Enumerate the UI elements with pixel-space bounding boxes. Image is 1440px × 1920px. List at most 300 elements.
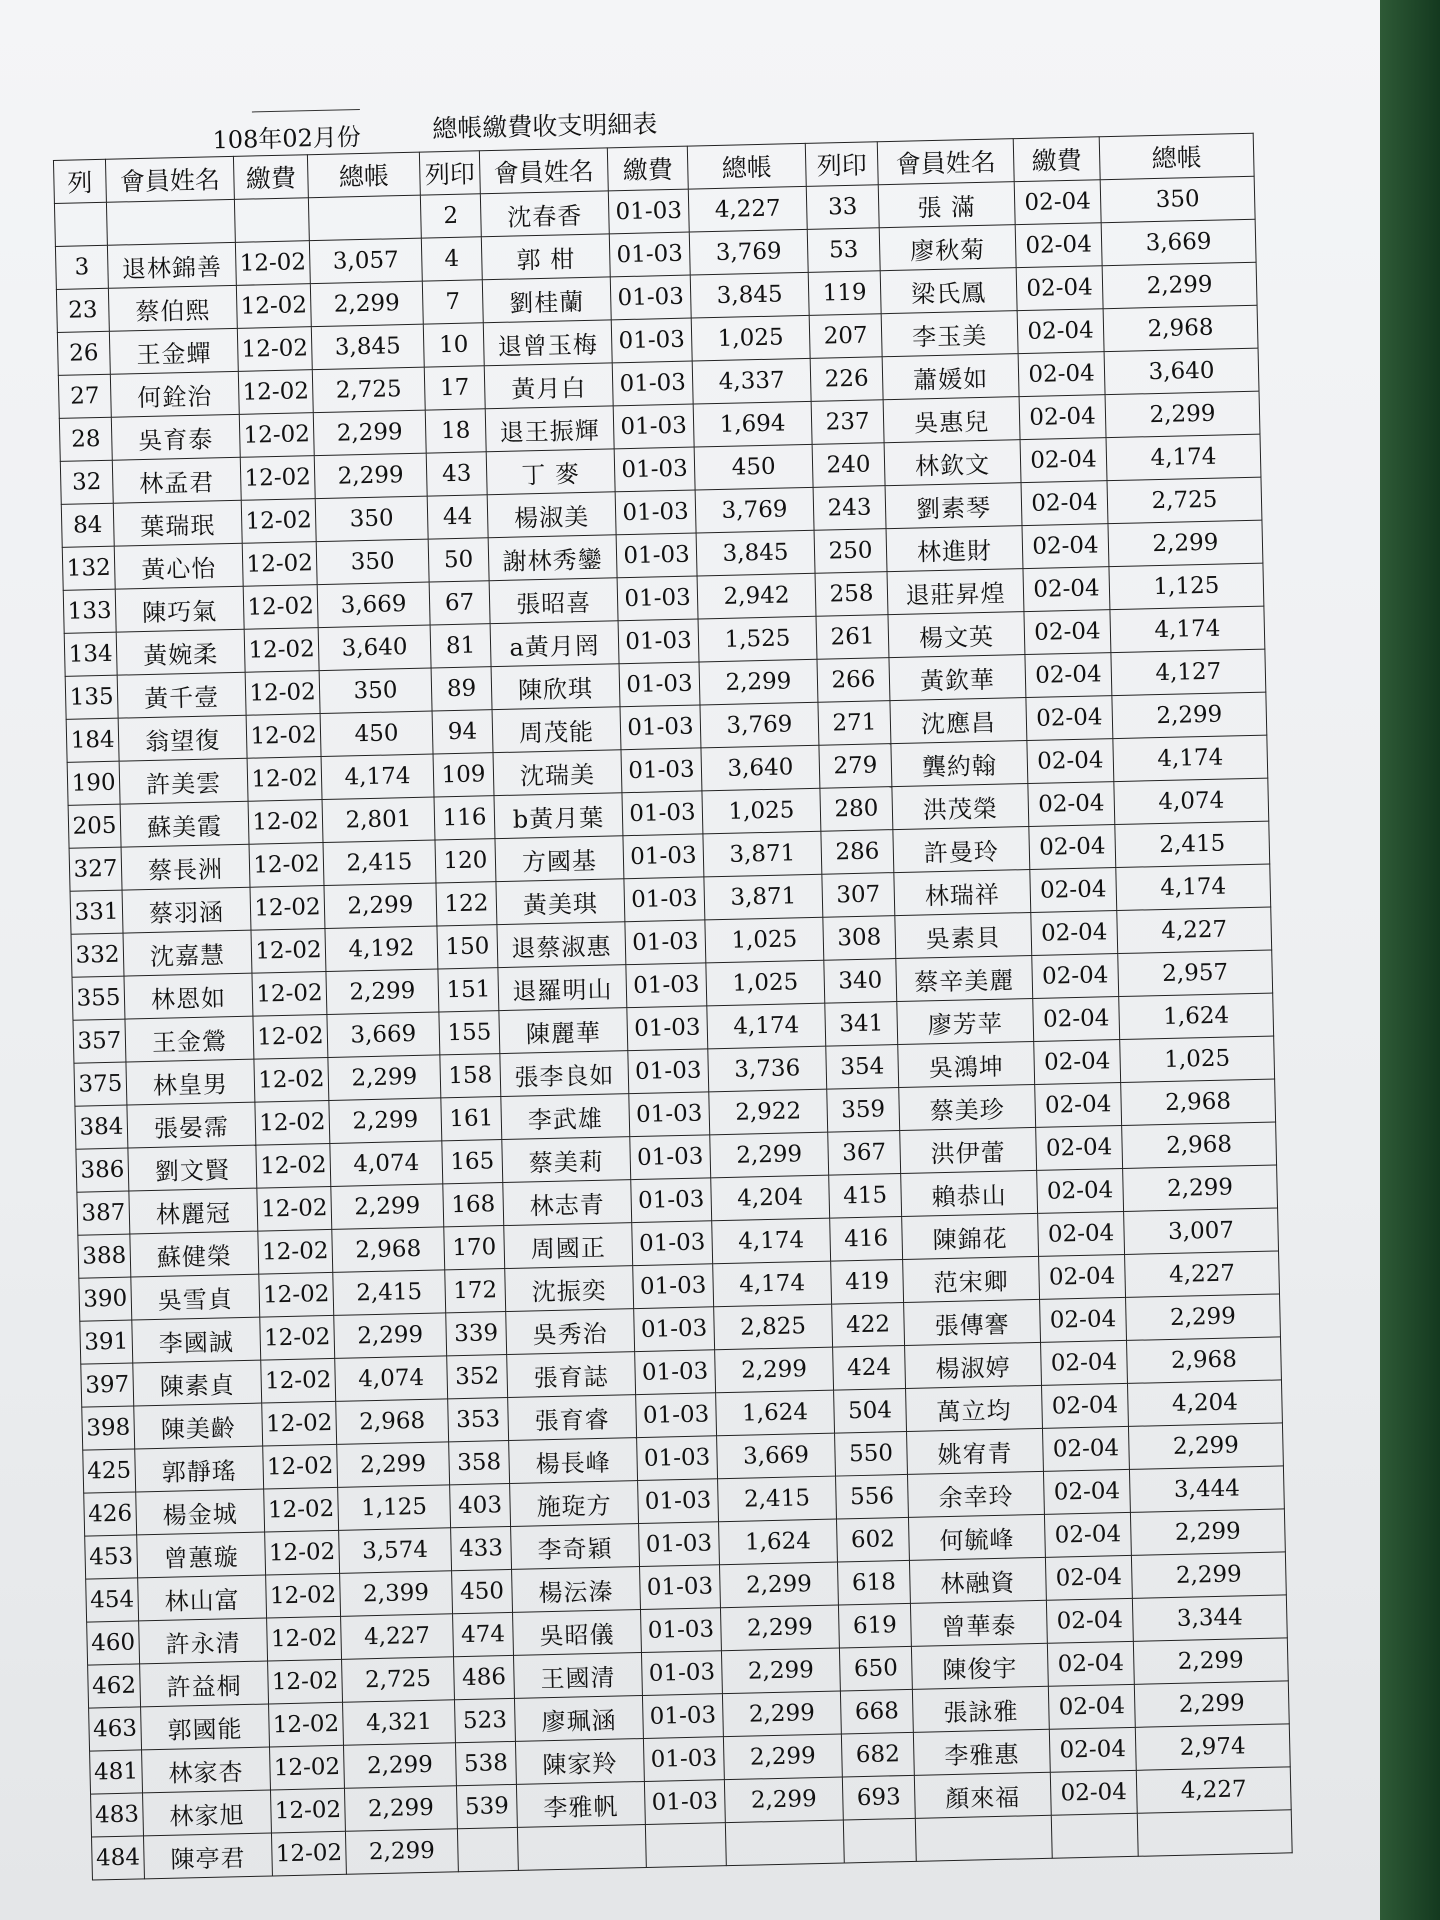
cell-fee-period: 02-04: [1034, 1040, 1121, 1085]
cell-total: 3,444: [1129, 1466, 1284, 1512]
cell-print-no: 43: [426, 452, 487, 496]
cell-member-name: 曾蕙璇: [137, 1532, 266, 1578]
cell-fee-period: [234, 198, 309, 243]
cell-total: 2,299: [343, 1743, 456, 1789]
cell-fee-period: 02-04: [1042, 1426, 1129, 1471]
cell-member-name: 劉文賢: [128, 1145, 257, 1191]
cell-fee-period: 01-03: [631, 1178, 712, 1223]
cell-print-no: 358: [449, 1440, 510, 1484]
cell-print-no: 416: [830, 1217, 903, 1262]
cell-print-no: 33: [806, 185, 879, 230]
cell-fee-period: 02-04: [1038, 1211, 1125, 1256]
cell-total: 4,204: [711, 1175, 830, 1221]
cell-row-no: 453: [85, 1535, 138, 1579]
cell-total: 2,974: [1135, 1724, 1290, 1770]
cell-row-no: [54, 202, 107, 246]
cell-total: 4,337: [692, 358, 811, 404]
background-right: [1380, 0, 1440, 1920]
cell-fee-period: 12-02: [262, 1401, 337, 1446]
cell-row-no: 28: [59, 417, 112, 461]
cell-total: 4,074: [1114, 778, 1269, 824]
column-header-total: 總帳: [307, 152, 420, 198]
cell-total: 2,299: [329, 1098, 442, 1144]
cell-fee-period: 12-02: [255, 1100, 330, 1145]
cell-fee-period: 01-03: [614, 447, 695, 492]
cell-member-name: 張晏霈: [127, 1102, 256, 1148]
cell-row-no: 23: [56, 288, 109, 332]
cell-member-name: 楊淑美: [487, 492, 616, 538]
cell-member-name: 劉桂蘭: [482, 277, 611, 323]
cell-row-no: 425: [83, 1449, 136, 1493]
cell-fee-period: 01-03: [627, 1006, 708, 1051]
cell-print-no: 339: [446, 1312, 507, 1356]
cell-member-name: 王金鶯: [125, 1016, 254, 1062]
cell-fee-period: 12-02: [271, 1831, 346, 1876]
cell-fee-period: 12-02: [241, 499, 316, 544]
cell-member-name: 黃美琪: [496, 879, 625, 925]
cell-member-name: 吳秀治: [506, 1309, 635, 1355]
cell-print-no: 122: [436, 882, 497, 926]
cell-fee-period: 02-04: [1020, 438, 1107, 483]
cell-member-name: 范宋卿: [903, 1256, 1040, 1302]
cell-member-name: 林皇男: [126, 1059, 255, 1105]
cell-row-no: 205: [68, 804, 121, 848]
cell-fee-period: 01-03: [608, 189, 689, 234]
cell-total: 4,174: [321, 754, 434, 800]
cell-member-name: 退羅明山: [498, 965, 627, 1011]
cell-total: 3,669: [327, 1012, 440, 1058]
cell-member-name: 楊金城: [136, 1489, 265, 1535]
cell-member-name: 吳素貝: [895, 912, 1032, 958]
cell-total: 1,025: [1120, 1036, 1275, 1082]
cell-member-name: 黃千壹: [117, 672, 246, 718]
cell-fee-period: 02-04: [1017, 309, 1104, 354]
cell-member-name: 林家杏: [142, 1747, 271, 1793]
cell-member-name: 張 滿: [878, 182, 1015, 228]
cell-row-no: 357: [73, 1019, 126, 1063]
cell-total: 3,845: [696, 530, 815, 576]
cell-member-name: 廖珮涵: [514, 1696, 643, 1742]
cell-member-name: 陳巧氣: [115, 586, 244, 632]
ledger-table: [53, 133, 1293, 1881]
cell-fee-period: 12-02: [261, 1358, 336, 1403]
sheet-title: 總帳繳費收支明細表: [432, 109, 658, 144]
cell-total: 4,227: [341, 1614, 454, 1660]
cell-fee-period: 01-03: [613, 404, 694, 449]
cell-member-name: 王金蟬: [109, 328, 238, 374]
cell-total: 2,299: [331, 1184, 444, 1230]
cell-total: 3,871: [703, 831, 822, 877]
cell-total: 2,299: [724, 1777, 843, 1823]
cell-member-name: 劉素琴: [885, 483, 1022, 529]
cell-total: 1,125: [1109, 563, 1264, 609]
cell-print-no: 424: [833, 1345, 906, 1390]
cell-total: 2,299: [1130, 1509, 1285, 1555]
cell-member-name: 退王振輝: [485, 406, 614, 452]
cell-print-no: 161: [441, 1097, 502, 1141]
cell-total: 3,669: [717, 1433, 836, 1479]
cell-total: 3,007: [1124, 1208, 1279, 1254]
cell-fee-period: 12-02: [257, 1186, 332, 1231]
cell-member-name: 楊長峰: [509, 1438, 638, 1484]
cell-print-no: 419: [831, 1259, 904, 1304]
cell-member-name: 曾華泰: [910, 1600, 1047, 1646]
cell-fee-period: 01-03: [639, 1522, 720, 1567]
cell-print-no: 18: [425, 409, 486, 453]
cell-fee-period: 01-03: [640, 1608, 721, 1653]
cell-total: 2,725: [1107, 477, 1262, 523]
cell-total: 1,025: [706, 960, 825, 1006]
cell-row-no: 84: [61, 503, 114, 547]
cell-fee-period: 12-02: [269, 1702, 344, 1747]
cell-fee-period: 01-03: [619, 662, 700, 707]
cell-total: 2,299: [326, 969, 439, 1015]
cell-total: 4,174: [1110, 606, 1265, 652]
cell-print-no: 243: [813, 486, 886, 531]
cell-member-name: 郭靜瑤: [135, 1446, 264, 1492]
cell-fee-period: 02-04: [1043, 1469, 1130, 1514]
cell-total: 2,299: [1126, 1294, 1281, 1340]
column-header-print-no: 列印: [805, 142, 878, 187]
cell-total: 1,694: [693, 401, 812, 447]
cell-fee-period: 01-03: [620, 705, 701, 750]
cell-total: 2,399: [340, 1571, 453, 1617]
cell-print-no: 67: [429, 581, 490, 625]
cell-total: 2,415: [1115, 821, 1270, 867]
cell-print-no: 226: [810, 357, 883, 402]
cell-member-name: 吳鴻坤: [898, 1041, 1035, 1087]
cell-fee-period: 12-02: [266, 1573, 341, 1618]
cell-total: 2,299: [720, 1605, 839, 1651]
cell-print-no: 279: [819, 744, 892, 789]
cell-print-no: 2: [420, 194, 481, 238]
cell-total: 3,769: [695, 487, 814, 533]
cell-member-name: 余幸玲: [907, 1471, 1044, 1517]
cell-fee-period: 02-04: [1014, 180, 1101, 225]
cell-print-no: 523: [454, 1698, 515, 1742]
cell-member-name: 吳惠兒: [883, 397, 1020, 443]
cell-fee-period: 01-03: [640, 1565, 721, 1610]
cell-fee-period: 01-03: [633, 1264, 714, 1309]
cell-fee-period: 12-02: [247, 757, 322, 802]
cell-member-name: 吳育泰: [111, 414, 240, 460]
cell-member-name: 方國基: [495, 836, 624, 882]
cell-member-name: 沈嘉慧: [123, 930, 252, 976]
cell-row-no: 463: [89, 1707, 142, 1751]
cell-total: 3,769: [689, 229, 808, 275]
cell-total: 2,299: [1108, 520, 1263, 566]
cell-fee-period: 12-02: [245, 671, 320, 716]
cell-total: 3,769: [700, 702, 819, 748]
cell-row-no: 460: [87, 1621, 140, 1665]
cell-member-name: 沈春香: [480, 191, 609, 237]
cell-total: 4,321: [343, 1700, 456, 1746]
cell-member-name: 吳雪貞: [131, 1274, 260, 1320]
cell-print-no: 403: [450, 1483, 511, 1527]
cell-row-no: 390: [79, 1277, 132, 1321]
cell-total: 2,299: [334, 1313, 447, 1359]
cell-total: 2,415: [718, 1476, 837, 1522]
cell-total: 1,624: [1119, 993, 1274, 1039]
cell-fee-period: 01-03: [630, 1135, 711, 1180]
cell-member-name: 退莊昇煌: [887, 569, 1024, 615]
cell-member-name: 黃月白: [484, 363, 613, 409]
cell-member-name: 蔡伯熙: [108, 285, 237, 331]
cell-member-name: 林進財: [886, 526, 1023, 572]
column-header-member-name: 會員姓名: [479, 148, 608, 194]
cell-row-no: 134: [64, 632, 117, 676]
cell-total: 2,299: [313, 410, 426, 456]
cell-member-name: 李雅帆: [516, 1781, 645, 1827]
cell-total: 4,192: [325, 926, 438, 972]
cell-print-no: 172: [445, 1269, 506, 1313]
cell-print-no: 50: [428, 538, 489, 582]
cell-print-no: 359: [827, 1088, 900, 1133]
cell-print-no: 266: [817, 658, 890, 703]
cell-total: 2,299: [1105, 391, 1260, 437]
cell-fee-period: 12-02: [264, 1487, 339, 1532]
cell-member-name: 顏來福: [914, 1772, 1051, 1818]
cell-total: 2,299: [1133, 1638, 1288, 1684]
cell-member-name: 丁 麥: [486, 449, 615, 495]
cell-row-no: 454: [86, 1578, 139, 1622]
cell-row-no: 387: [77, 1191, 130, 1235]
cell-total: 2,968: [1103, 305, 1258, 351]
cell-row-no: 132: [62, 546, 115, 590]
cell-print-no: 340: [824, 959, 897, 1004]
cell-member-name: 蔡羽涵: [122, 887, 251, 933]
cell-print-no: 271: [818, 701, 891, 746]
cell-total: 2,299: [1102, 262, 1257, 308]
cell-total: 2,299: [1123, 1165, 1278, 1211]
cell-fee-period: 12-02: [244, 628, 319, 673]
cell-total: 2,801: [322, 797, 435, 843]
cell-total: 2,825: [714, 1304, 833, 1350]
cell-fee-period: 02-04: [1031, 911, 1118, 956]
cell-fee-period: 01-03: [637, 1436, 718, 1481]
cell-fee-period: 01-03: [611, 318, 692, 363]
cell-print-no: 619: [838, 1603, 911, 1648]
cell-fee-period: 01-03: [638, 1479, 719, 1524]
cell-member-name: b黃月葉: [494, 793, 623, 839]
cell-total: 2,299: [719, 1562, 838, 1608]
cell-member-name: 陳素貞: [133, 1360, 262, 1406]
column-header-total: 總帳: [687, 143, 806, 189]
column-header-fee-period: 繳費: [1013, 137, 1100, 182]
column-header-member-name: 會員姓名: [877, 139, 1014, 185]
cell-fee-period: 02-04: [1033, 997, 1120, 1042]
cell-print-no: 151: [438, 968, 499, 1012]
cell-total: 1,525: [698, 616, 817, 662]
cell-fee-period: 12-02: [251, 929, 326, 974]
cell-total: 2,922: [709, 1089, 828, 1135]
cell-fee-period: 02-04: [1036, 1125, 1123, 1170]
cell-member-name: 張詠雅: [912, 1686, 1049, 1732]
cell-member-name: 郭 柑: [481, 234, 610, 280]
cell-member-name: 林融資: [909, 1557, 1046, 1603]
cell-row-no: 355: [72, 976, 125, 1020]
cell-fee-period: 12-02: [248, 800, 323, 845]
cell-total: 2,299: [1112, 692, 1267, 738]
cell-fee-period: 12-02: [267, 1616, 342, 1661]
cell-print-no: 170: [444, 1226, 505, 1270]
cell-fee-period: 12-02: [263, 1444, 338, 1489]
cell-total: 3,640: [701, 745, 820, 791]
cell-print-no: 165: [442, 1140, 503, 1184]
cell-fee-period: 01-03: [610, 275, 691, 320]
cell-total: 4,227: [1136, 1767, 1291, 1813]
cell-fee-period: 01-03: [644, 1780, 725, 1825]
cell-print-no: 433: [451, 1526, 512, 1570]
cell-fee-period: 02-04: [1028, 782, 1115, 827]
cell-fee-period: 01-03: [625, 920, 706, 965]
column-header-fee-period: 繳費: [607, 146, 688, 191]
cell-member-name: 蔡長洲: [121, 844, 250, 890]
cell-total: [308, 195, 421, 241]
cell-row-no: 27: [58, 374, 111, 418]
cell-member-name: 蕭媛如: [882, 354, 1019, 400]
cell-total: 2,968: [1121, 1079, 1276, 1125]
cell-member-name: 王國清: [513, 1653, 642, 1699]
cell-member-name: 陳家羚: [515, 1738, 644, 1784]
cell-row-no: 3: [55, 245, 108, 289]
cell-fee-period: 12-02: [238, 370, 313, 415]
cell-total: 450: [320, 711, 433, 757]
cell-fee-period: [1051, 1813, 1138, 1858]
cell-print-no: 556: [836, 1474, 909, 1519]
cell-member-name: 萬立均: [906, 1385, 1043, 1431]
cell-row-no: 332: [71, 933, 124, 977]
cell-print-no: 94: [432, 710, 493, 754]
cell-print-no: 155: [439, 1011, 500, 1055]
cell-member-name: 龔約翰: [891, 741, 1028, 787]
cell-fee-period: 02-04: [1019, 395, 1106, 440]
cell-total: 450: [694, 444, 813, 490]
cell-print-no: 258: [815, 572, 888, 617]
cell-row-no: 190: [67, 761, 120, 805]
column-header-row-no: 列: [53, 159, 106, 203]
cell-total: 1,125: [338, 1485, 451, 1531]
cell-total: 3,574: [339, 1528, 452, 1574]
cell-fee-period: 12-02: [259, 1272, 334, 1317]
cell-fee-period: 02-04: [1048, 1684, 1135, 1729]
cell-print-no: 422: [832, 1302, 905, 1347]
cell-row-no: 133: [63, 589, 116, 633]
cell-fee-period: 01-03: [628, 1049, 709, 1094]
cell-fee-period: [645, 1823, 726, 1868]
cell-total: 1,025: [702, 788, 821, 834]
cell-member-name: 退林錦善: [107, 242, 236, 288]
cell-row-no: 462: [88, 1664, 141, 1708]
cell-row-no: 26: [57, 331, 110, 375]
cell-member-name: 洪茂榮: [892, 784, 1029, 830]
cell-fee-period: 12-02: [235, 241, 310, 286]
cell-member-name: 張李良如: [500, 1051, 629, 1097]
cell-member-name: 洪伊蕾: [900, 1127, 1037, 1173]
cell-member-name: 何毓峰: [908, 1514, 1045, 1560]
cell-member-name: 周茂能: [492, 707, 621, 753]
cell-print-no: 618: [837, 1560, 910, 1605]
cell-member-name: 廖秋菊: [879, 225, 1016, 271]
cell-row-no: 32: [60, 460, 113, 504]
cell-member-name: 許曼玲: [893, 827, 1030, 873]
cell-fee-period: 02-04: [1049, 1727, 1136, 1772]
cell-print-no: 354: [826, 1045, 899, 1090]
cell-fee-period: 12-02: [240, 456, 315, 501]
cell-print-no: 119: [808, 271, 881, 316]
cell-member-name: 姚宥青: [907, 1428, 1044, 1474]
cell-member-name: 陳美齡: [134, 1403, 263, 1449]
cell-print-no: 109: [433, 753, 494, 797]
cell-print-no: 280: [820, 787, 893, 832]
cell-total: 4,227: [1125, 1251, 1280, 1297]
cell-fee-period: 01-03: [618, 619, 699, 664]
cell-total: 3,845: [311, 324, 424, 370]
cell-member-name: 李奇穎: [511, 1524, 640, 1570]
cell-fee-period: 02-04: [1047, 1641, 1134, 1686]
cell-member-name: 沈應昌: [890, 698, 1027, 744]
cell-fee-period: 02-04: [1024, 610, 1111, 655]
cell-fee-period: 01-03: [622, 791, 703, 836]
cell-total: 2,299: [345, 1829, 458, 1875]
cell-total: 2,299: [1128, 1423, 1283, 1469]
cell-print-no: 7: [422, 280, 483, 324]
cell-member-name: 李玉美: [881, 311, 1018, 357]
cell-total: 2,957: [1118, 950, 1273, 996]
cell-member-name: 陳麗華: [499, 1008, 628, 1054]
cell-fee-period: 02-04: [1030, 868, 1117, 913]
cell-member-name: 周國正: [504, 1223, 633, 1269]
month-label: 108年02月份: [212, 117, 361, 155]
cell-member-name: 黃心怡: [114, 543, 243, 589]
cell-print-no: [457, 1827, 518, 1871]
cell-fee-period: 01-03: [634, 1307, 715, 1352]
cell-fee-period: 12-02: [249, 843, 324, 888]
cell-total: 2,299: [1134, 1681, 1289, 1727]
cell-total: 2,299: [722, 1691, 841, 1737]
cell-total: 1,025: [705, 917, 824, 963]
cell-fee-period: 02-04: [1044, 1512, 1131, 1557]
cell-total: 4,074: [335, 1356, 448, 1402]
cell-member-name: 退曾玉梅: [483, 320, 612, 366]
cell-member-name: a黃月罔: [490, 621, 619, 667]
cell-member-name: 廖芳苹: [897, 998, 1034, 1044]
cell-fee-period: 02-04: [1026, 696, 1113, 741]
cell-total: 1,025: [691, 315, 810, 361]
cell-fee-period: 01-03: [626, 963, 707, 1008]
cell-fee-period: 02-04: [1023, 567, 1110, 612]
cell-total: 4,174: [712, 1218, 831, 1264]
cell-print-no: 89: [431, 667, 492, 711]
cell-total: 4,227: [1117, 907, 1272, 953]
cell-print-no: 4: [421, 237, 482, 281]
cell-fee-period: 02-04: [1027, 739, 1114, 784]
cell-fee-period: 02-04: [1016, 266, 1103, 311]
cell-fee-period: 12-02: [258, 1229, 333, 1274]
cell-member-name: 沈振奕: [505, 1266, 634, 1312]
cell-fee-period: 02-04: [1039, 1254, 1126, 1299]
cell-fee-period: 01-03: [616, 533, 697, 578]
cell-member-name: 林麗冠: [129, 1188, 258, 1234]
cell-total: 2,415: [333, 1270, 446, 1316]
cell-member-name: 楊文英: [888, 612, 1025, 658]
cell-member-name: 謝林秀鑾: [488, 535, 617, 581]
cell-print-no: 539: [456, 1784, 517, 1828]
cell-print-no: 550: [835, 1431, 908, 1476]
cell-fee-period: 01-03: [623, 834, 704, 879]
cell-print-no: 81: [430, 624, 491, 668]
cell-member-name: [517, 1824, 646, 1870]
